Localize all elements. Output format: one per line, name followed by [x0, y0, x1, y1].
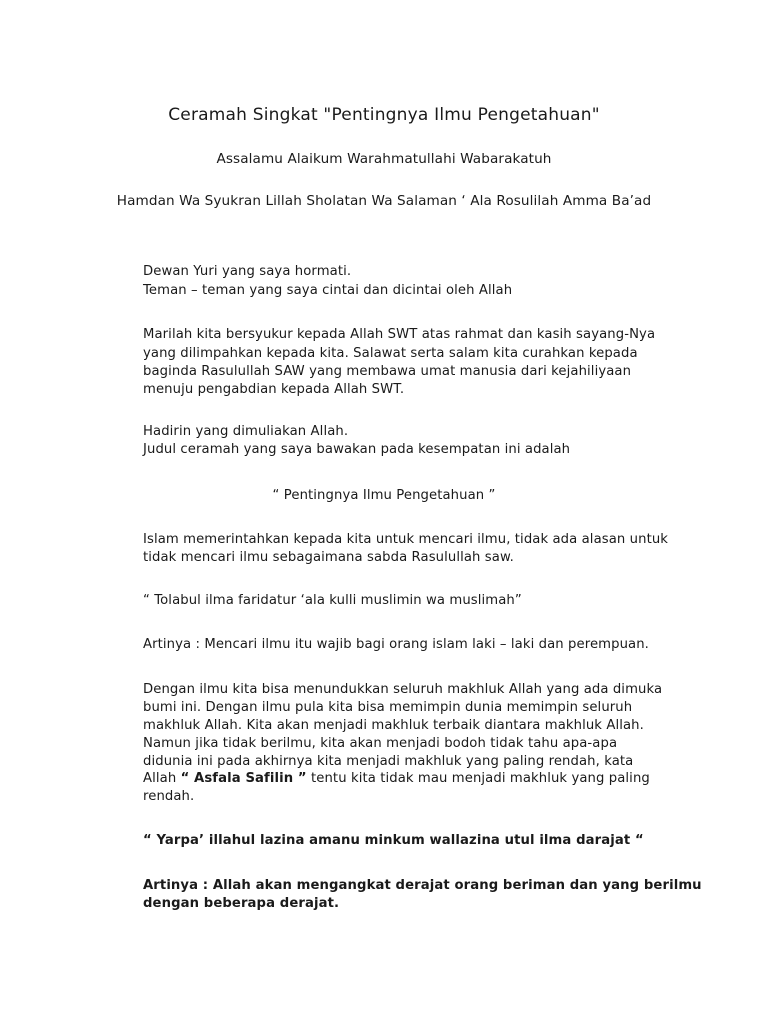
- hadirin-line: Judul ceramah yang saya bawakan pada kesempatan ini adalah: [143, 442, 571, 457]
- ilmu-line-mixed: [143, 770, 650, 787]
- syukur-line: menuju pengabdian kepada Allah SWT.: [143, 382, 405, 397]
- hadith-meaning: Artinya : Mencari ilmu itu wajib bagi orang islam laki – laki dan perempuan.: [143, 637, 649, 652]
- ilmu-allah-prefix: Allah: [143, 771, 181, 786]
- topic-heading: “ Pentingnya Ilmu Pengetahuan ”: [272, 488, 496, 503]
- hadith-quote: “ Tolabul ilma faridatur ‘ala kulli muslimin wa muslimah”: [143, 593, 522, 608]
- verse-quote: “ Yarpa’ illahul lazina amanu minkum wallazina utul ilma darajat “: [143, 833, 644, 848]
- asfala-safilin-phrase: “ Asfala Safilin ”: [180, 771, 307, 786]
- ilmu-line: rendah.: [143, 789, 195, 804]
- verse-meaning-line: Artinya : Allah akan mengangkat derajat orang beriman dan yang berilmu: [143, 878, 702, 893]
- islam-line: Islam memerintahkan kepada kita untuk mencari ilmu, tidak ada alasan untuk: [143, 532, 669, 547]
- greeting-line: Dewan Yuri yang saya hormati.: [143, 264, 352, 279]
- document-title: Ceramah Singkat "Pentingnya Ilmu Pengetahuan": [168, 105, 600, 125]
- ilmu-line: didunia ini pada akhirnya kita menjadi makhluk yang paling rendah, kata: [143, 754, 634, 769]
- syukur-line: baginda Rasulullah SAW yang membawa umat manusia dari kejahiliyaan: [143, 364, 632, 379]
- ilmu-suffix: tentu kita tidak mau menjadi makhluk yang paling: [306, 771, 650, 786]
- syukur-line: yang dilimpahkan kepada kita. Salawat serta salam kita curahkan kepada: [143, 346, 638, 361]
- ilmu-line: Dengan ilmu kita bisa menundukkan seluruh makhluk Allah yang ada dimuka: [143, 682, 663, 697]
- salam-line: Assalamu Alaikum Warahmatullahi Wabarakatuh: [216, 151, 552, 167]
- ilmu-line: makhluk Allah. Kita akan menjadi makhluk terbaik diantara makhluk Allah.: [143, 718, 644, 733]
- ilmu-line: Namun jika tidak berilmu, kita akan menjadi bodoh tidak tahu apa-apa: [143, 736, 618, 751]
- ilmu-line: bumi ini. Dengan ilmu pula kita bisa memimpin dunia memimpin seluruh: [143, 700, 633, 715]
- syukur-line: Marilah kita bersyukur kepada Allah SWT atas rahmat dan kasih sayang-Nya: [143, 327, 656, 342]
- hadirin-line: Hadirin yang dimuliakan Allah.: [143, 424, 349, 439]
- verse-meaning-line: dengan beberapa derajat.: [143, 896, 340, 911]
- hamdan-line: Hamdan Wa Syukran Lillah Sholatan Wa Salaman ‘ Ala Rosulilah Amma Ba’ad: [116, 193, 652, 209]
- greeting-line: Teman – teman yang saya cintai dan dicintai oleh Allah: [143, 283, 513, 298]
- islam-line: tidak mencari ilmu sebagaimana sabda Rasulullah saw.: [143, 550, 514, 565]
